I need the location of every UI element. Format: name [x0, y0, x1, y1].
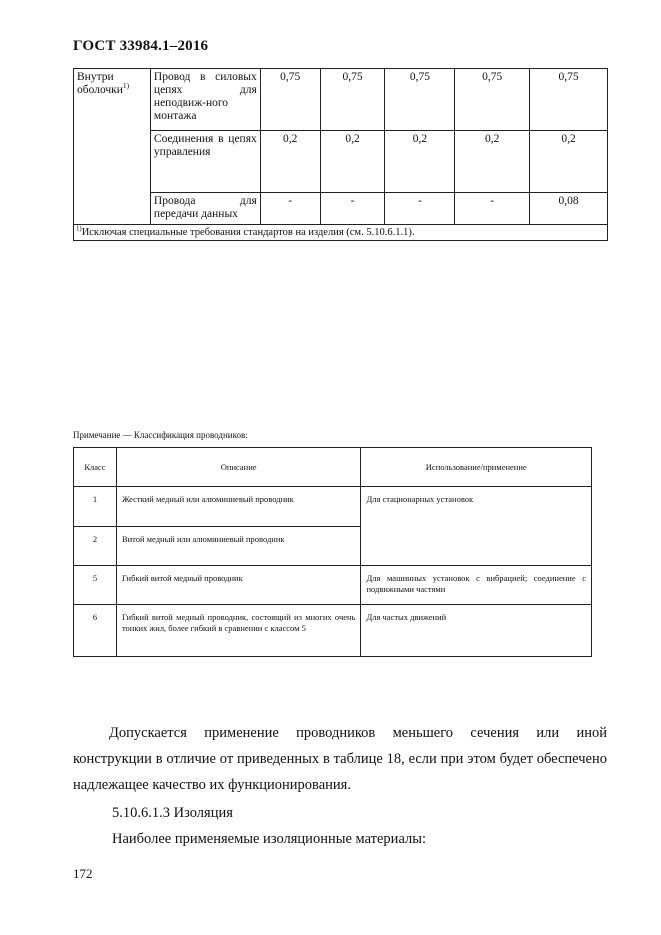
value-cell: - — [320, 193, 385, 225]
table-row — [74, 193, 608, 225]
document-header: ГОСТ 33984.1–2016 — [73, 38, 209, 54]
value-cell: 0,75 — [320, 69, 385, 131]
description-cell: Витой медный или алюминиевый проводник — [116, 527, 361, 566]
footnote-text: Исключая специальные требования стандартов на изделия (см. 5.10.6.1.1). — [81, 227, 415, 238]
body-paragraph: Наиболее применяемые изоляционные материалы: — [112, 831, 427, 847]
description-cell: Гибкий витой медный проводник — [116, 566, 361, 605]
table-footnote-row — [74, 225, 608, 241]
group-label-cell — [74, 69, 151, 225]
description-cell: Гибкий витой медный проводник, состоящий из многих очень тонких жил, более гибкий в сравнении с классом 5 — [116, 605, 361, 657]
body-paragraph: Допускается применение проводников меньшего сечения или иной конструкции в отличие от приведенных в таблице 18, если при этом будет обеспечено надлежащее качество их функционирования. — [73, 725, 607, 793]
conductor-table-continuation — [73, 68, 608, 241]
value-cell: 0,2 — [455, 131, 530, 193]
conductor-class-table — [73, 447, 592, 657]
value-cell: 0,75 — [260, 69, 320, 131]
table-row — [74, 131, 608, 193]
value-cell: 0,08 — [530, 193, 608, 225]
usage-cell: Для машинных установок с вибрацией; соединение с подвижными частями — [361, 566, 592, 605]
value-cell: - — [385, 193, 455, 225]
value-cell: 0,2 — [320, 131, 385, 193]
footnote-mark: 1) — [76, 225, 82, 233]
value-cell: - — [260, 193, 320, 225]
class-cell: 1 — [74, 487, 117, 527]
value-cell: 0,75 — [530, 69, 608, 131]
row-description: Провод в силовых цепях для неподвиж-ного монтажа — [150, 69, 260, 131]
value-cell: 0,75 — [455, 69, 530, 131]
class-cell: 5 — [74, 566, 117, 605]
table-row — [74, 69, 608, 131]
table-footnote — [74, 225, 608, 241]
value-cell: 0,75 — [385, 69, 455, 131]
table-header-row — [74, 448, 592, 487]
page-number: 172 — [73, 866, 93, 881]
column-header-description: Описание — [116, 448, 361, 487]
group-label: Внутри оболочки — [77, 71, 123, 96]
value-cell: 0,2 — [385, 131, 455, 193]
value-cell: 0,2 — [530, 131, 608, 193]
table-row — [74, 487, 592, 527]
class-cell: 2 — [74, 527, 117, 566]
value-cell: 0,2 — [260, 131, 320, 193]
row-description: Соединения в цепях управления — [150, 131, 260, 193]
row-description: Провода для передачи данных — [150, 193, 260, 225]
usage-cell: Для частых движений — [361, 605, 592, 657]
column-header-class: Класс — [74, 448, 117, 487]
table-row — [74, 605, 592, 657]
group-label-footnote-mark: 1) — [122, 81, 130, 91]
section-heading: 5.10.6.1.3 Изоляция — [112, 805, 233, 821]
class-cell: 6 — [74, 605, 117, 657]
column-header-usage: Использование/применение — [361, 448, 592, 487]
description-cell: Жесткий медный или алюминиевый проводник — [116, 487, 361, 527]
value-cell: - — [455, 193, 530, 225]
table-row — [74, 566, 592, 605]
classification-note: Примечание — Классификация проводников: — [73, 430, 248, 440]
usage-cell: Для стационарных установок — [361, 487, 592, 566]
